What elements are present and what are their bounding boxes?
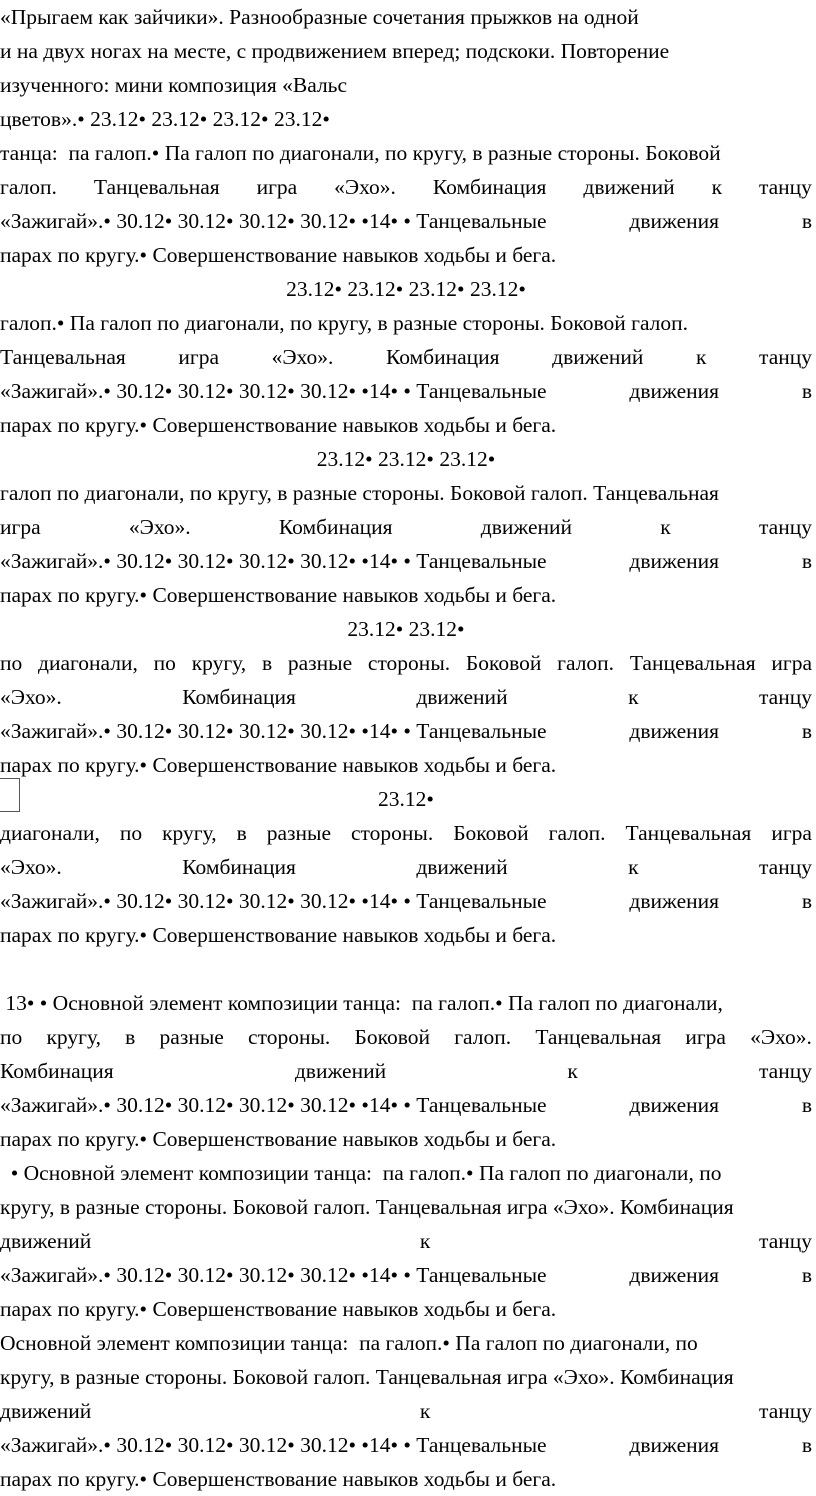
word: движений [0, 1399, 92, 1423]
text-line: парах по кругу.• Совершенствование навыков ходьбы и бега. [0, 1127, 557, 1151]
text-line: танца: па галоп.• Па галоп по диагонали, по кругу, в разные стороны. Боковой [0, 141, 721, 165]
word: танцу [759, 855, 812, 879]
word: движений [416, 685, 508, 709]
text-line: парах по кругу.• Совершенствование навыков ходьбы и бега. [0, 413, 557, 437]
word: кругу, [191, 651, 247, 675]
text-line: парах по кругу.• Совершенствование навыков ходьбы и бега. [0, 1297, 557, 1321]
word: игра [0, 515, 41, 539]
text-line [0, 1224, 812, 1258]
word: Комбинация [182, 685, 296, 709]
word: стороны. [350, 821, 434, 845]
word: в [261, 651, 273, 675]
word: к [695, 345, 707, 369]
word: движения [629, 889, 720, 913]
text-line: 23.12• [378, 787, 434, 811]
text-line [0, 952, 812, 986]
text-line [0, 714, 812, 748]
text-line [0, 544, 812, 578]
text-line: парах по кругу.• Совершенствование навыков ходьбы и бега. [0, 583, 557, 607]
text-line [0, 1394, 812, 1428]
word: по [0, 651, 23, 675]
text-line: цветов».• 23.12• 23.12• 23.12• 23.12• [0, 107, 330, 131]
word: игра [685, 1025, 726, 1049]
word: в [801, 549, 812, 573]
text-line [0, 850, 812, 884]
word: «Зажигай».• 30.12• 30.12• 30.12• 30.12• •14• • Танцевальные [0, 209, 547, 233]
word: движения [629, 1433, 720, 1457]
word: Комбинация [0, 1059, 114, 1083]
word: в [125, 1025, 136, 1049]
text-line: галоп.• Па галоп по диагонали, по кругу, в разные стороны. Боковой галоп. [0, 311, 689, 335]
word: «Зажигай».• 30.12• 30.12• 30.12• 30.12• •14• • Танцевальные [0, 1433, 547, 1457]
text-line [0, 510, 812, 544]
word: «Зажигай».• 30.12• 30.12• 30.12• 30.12• •14• • Танцевальные [0, 719, 547, 743]
word: движения [629, 719, 720, 743]
text-line [0, 1088, 812, 1122]
text-line: Основной элемент композиции танца: па галоп.• Па галоп по диагонали, по [0, 1331, 698, 1355]
text-line: галоп по диагонали, по кругу, в разные стороны. Боковой галоп. Танцевальная [0, 481, 719, 505]
word: движения [629, 549, 720, 573]
word: «Эхо». [0, 685, 62, 709]
word: Танцевальная [93, 175, 220, 199]
text-line [0, 1258, 812, 1292]
word: Танцевальная [535, 1025, 662, 1049]
word: Комбинация [432, 175, 547, 199]
text-line [0, 170, 812, 204]
text-line: изученного: мини композиция «Вальс [0, 73, 348, 97]
word: Танцевальная [629, 651, 756, 675]
text-line: кругу, в разные стороны. Боковой галоп. Танцевальная игра «Эхо». Комбинация [0, 1195, 734, 1219]
word: «Зажигай».• 30.12• 30.12• 30.12• 30.12• •14• • Танцевальные [0, 379, 547, 403]
text-line [0, 340, 812, 374]
text-line [0, 1020, 812, 1054]
text-line: парах по кругу.• Совершенствование навыков ходьбы и бега. [0, 923, 557, 947]
word: движений [294, 1059, 387, 1083]
word: «Эхо». [271, 345, 334, 369]
word: галоп. [454, 1025, 512, 1049]
text-line [0, 816, 812, 850]
word: галоп. [557, 651, 615, 675]
word: стороны. [367, 651, 451, 675]
word: по [0, 1025, 23, 1049]
text-line: «Прыгаем как зайчики». Разнообразные сочетания прыжков на одной [0, 5, 639, 29]
word: Танцевальная [0, 345, 126, 369]
word: кругу, [46, 1025, 101, 1049]
word: «Эхо». [0, 855, 62, 879]
text-line [0, 1428, 812, 1462]
text-line: 23.12• 23.12• 23.12• [316, 447, 496, 471]
word: в [801, 379, 812, 403]
word: «Зажигай».• 30.12• 30.12• 30.12• 30.12• •14• • Танцевальные [0, 889, 547, 913]
word: «Эхо». [334, 175, 396, 199]
text-line [0, 884, 812, 918]
word: танцу [759, 1059, 812, 1083]
word: танцу [758, 175, 812, 199]
word: разные [159, 1025, 224, 1049]
word: кругу, [162, 821, 217, 845]
word: движения [629, 379, 720, 403]
text-line: парах по кругу.• Совершенствование навыков ходьбы и бега. [0, 753, 557, 777]
word: к [711, 175, 723, 199]
word: диагонали, [38, 651, 138, 675]
word: Боковой [453, 821, 529, 845]
word: по [119, 821, 143, 845]
word: в [801, 209, 812, 233]
word: по [153, 651, 176, 675]
word: Комбинация [385, 345, 500, 369]
text-line: 23.12• 23.12• 23.12• 23.12• [286, 277, 526, 301]
word: движений [0, 1229, 92, 1253]
word: Комбинация [182, 855, 296, 879]
text-line: 13• • Основной элемент композиции танца: па галоп.• Па галоп по диагонали, [0, 991, 723, 1015]
text-line: и на двух ногах на месте, с продвижением вперед; подскоки. Повторение [0, 39, 670, 63]
word: разные [266, 821, 331, 845]
word: к [419, 1399, 431, 1423]
text-line: • Основной элемент композиции танца: па галоп.• Па галоп по диагонали, по [0, 1161, 722, 1185]
word: к [628, 855, 639, 879]
word: Танцевальная [625, 821, 752, 845]
word: стороны. [248, 1025, 331, 1049]
word: к [628, 685, 639, 709]
text-line: 23.12• 23.12• [347, 617, 465, 641]
word: в [801, 1263, 812, 1287]
word: танцу [759, 515, 812, 539]
word: «Зажигай».• 30.12• 30.12• 30.12• 30.12• •14• • Танцевальные [0, 1263, 547, 1287]
word: Боковой [465, 651, 542, 675]
word: в [801, 1433, 812, 1457]
word: к [567, 1059, 578, 1083]
word: в [801, 719, 812, 743]
word: танцу [759, 1229, 812, 1253]
word: «Зажигай».• 30.12• 30.12• 30.12• 30.12• •14• • Танцевальные [0, 549, 547, 573]
word: движения [629, 1263, 720, 1287]
text-line: парах по кругу.• Совершенствование навыков ходьбы и бега. [0, 243, 557, 267]
text-line: парах по кругу.• Совершенствование навыков ходьбы и бега. [0, 1467, 557, 1491]
word: к [419, 1229, 431, 1253]
word: «Эхо». [750, 1025, 812, 1049]
word: в [801, 1093, 812, 1117]
word: танцу [759, 1399, 812, 1423]
word: к [660, 515, 671, 539]
word: диагонали, [0, 821, 100, 845]
text-line [0, 646, 812, 680]
word: галоп. [548, 821, 606, 845]
word: движения [629, 209, 720, 233]
word: движений [583, 175, 675, 199]
word: разные [287, 651, 353, 675]
word: танцу [759, 345, 812, 369]
empty-table-cell [0, 778, 20, 812]
text-line [0, 1054, 812, 1088]
word: движений [480, 515, 573, 539]
word: «Эхо». [128, 515, 191, 539]
word: Боковой [354, 1025, 430, 1049]
text-line: кругу, в разные стороны. Боковой галоп. Танцевальная игра «Эхо». Комбинация [0, 1365, 734, 1389]
text-line [0, 374, 812, 408]
word: игра [178, 345, 219, 369]
word: в [801, 889, 812, 913]
text-line [0, 204, 812, 238]
word: галоп. [0, 175, 57, 199]
word: игра [771, 821, 812, 845]
word: игра [771, 651, 812, 675]
word: «Зажигай».• 30.12• 30.12• 30.12• 30.12• •14• • Танцевальные [0, 1093, 547, 1117]
text-line [0, 680, 812, 714]
word: танцу [759, 685, 812, 709]
word: движений [416, 855, 508, 879]
word: Комбинация [278, 515, 393, 539]
word: игра [256, 175, 298, 199]
word: движения [629, 1093, 720, 1117]
word: в [236, 821, 247, 845]
word: движений [552, 345, 644, 369]
